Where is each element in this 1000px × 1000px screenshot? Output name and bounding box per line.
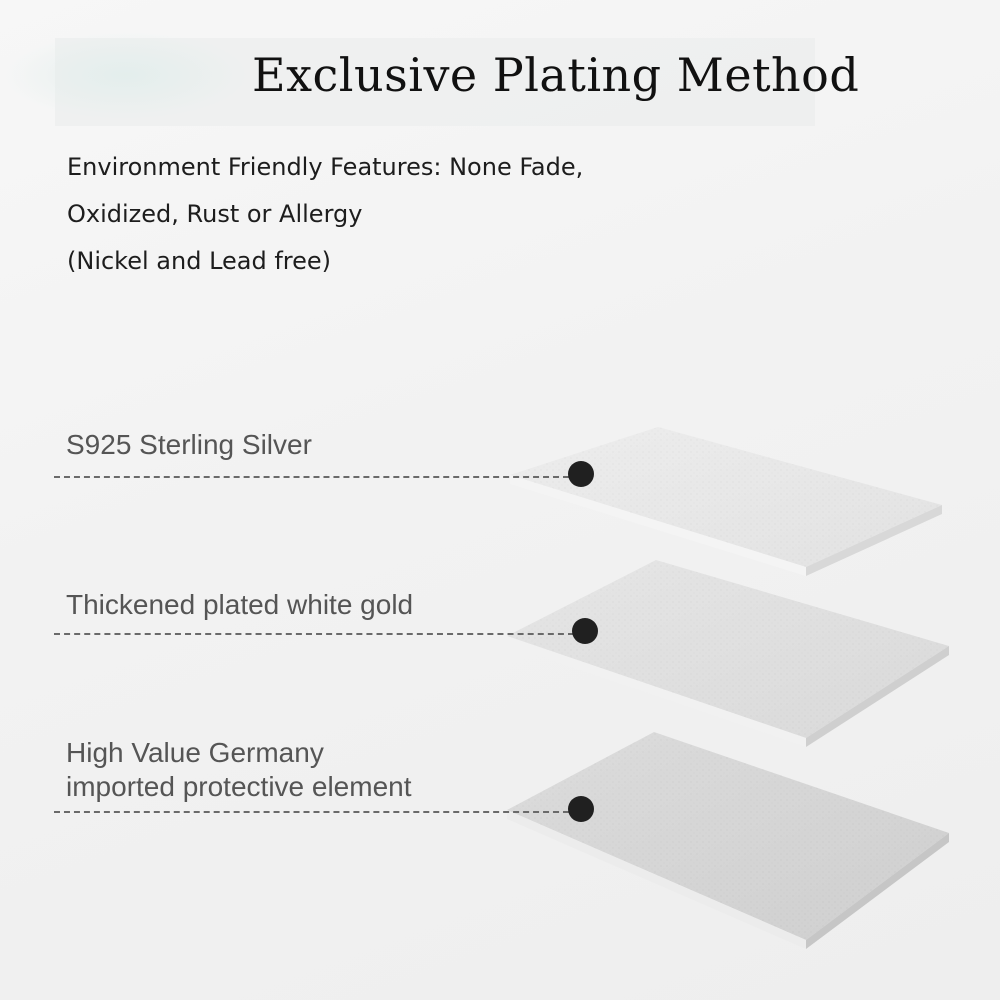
leader-line-silver (54, 476, 569, 478)
layer-label-protective-line-2: imported protective element (66, 771, 412, 802)
leader-line-protective (54, 811, 569, 813)
layer-slab-protective (507, 732, 949, 949)
layer-label-protective-line-1: High Value Germany (66, 737, 324, 768)
layer-slab-white-gold (507, 560, 949, 747)
page-title: Exclusive Plating Method (252, 48, 860, 102)
features-line-1: Environment Friendly Features: None Fade, (67, 153, 584, 181)
features-line-3: (Nickel and Lead free) (67, 247, 332, 275)
layer-label-white-gold: Thickened plated white gold (66, 589, 414, 620)
marker-dot-protective (568, 796, 594, 822)
marker-dot-silver (568, 461, 594, 487)
leader-line-white-gold (54, 633, 574, 635)
layer-slab-silver (510, 427, 942, 576)
features-line-2: Oxidized, Rust or Allergy (67, 200, 363, 228)
marker-dot-white-gold (572, 618, 598, 644)
layer-label-silver: S925 Sterling Silver (66, 429, 312, 460)
